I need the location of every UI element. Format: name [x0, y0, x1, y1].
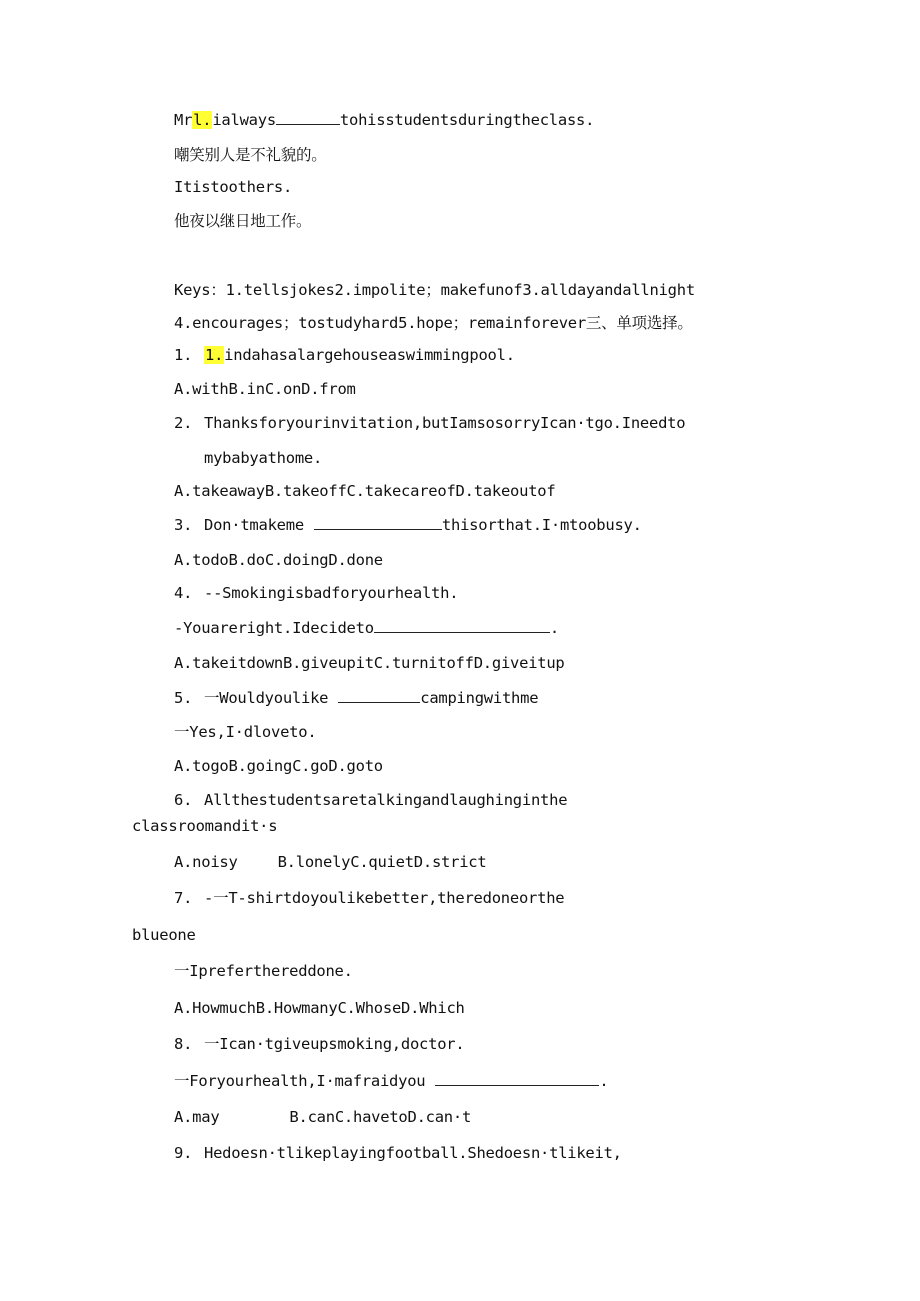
chinese-sentence-1: 嘲笑别人是不礼貌的。 — [174, 146, 327, 164]
highlighted-text: 1. — [205, 346, 224, 364]
options-rest: B.lonelyC.quietD.strict — [277, 853, 487, 871]
question-text: --Smokingisbadforyourhealth. — [204, 584, 459, 602]
question-9 — [174, 1141, 622, 1165]
question-text: Don·tmakeme — [204, 516, 304, 534]
question-text: campingwithme — [420, 689, 539, 707]
question-1-options: A.withB.inC.onD.from — [174, 380, 356, 398]
question-text: . — [549, 619, 559, 637]
chinese-sentence-2: 他夜以继日地工作。 — [174, 212, 312, 230]
answer-blank — [435, 1071, 599, 1086]
question-4-reply — [174, 616, 559, 640]
question-6 — [174, 788, 567, 812]
option-a: A.noisy — [174, 853, 238, 871]
question-text: Thanksforyourinvitation,butIamsosorryIcan·tgo.Ineedto — [204, 414, 686, 432]
question-2-continuation: mybabyathome. — [204, 449, 323, 467]
question-5-options: A.togoB.goingC.goD.goto — [174, 757, 383, 775]
question-text: 一Wouldyoulike — [204, 689, 329, 707]
question-5 — [174, 686, 538, 710]
question-number: 8. — [174, 1035, 193, 1053]
question-number: 2. — [174, 414, 193, 432]
question-6-continuation: classroomandit·s — [132, 817, 278, 835]
question-text: 一Ican·tgiveupsmoking,doctor. — [204, 1035, 465, 1053]
answer-blank — [276, 110, 340, 125]
question-7-continuation: blueone — [132, 926, 196, 944]
question-4-options: A.takeitdownB.giveupitC.turnitoffD.giveitup — [174, 654, 565, 672]
question-number: 7. — [174, 889, 193, 907]
question-7 — [174, 886, 564, 910]
answer-keys-line-1: Keys：1.tellsjokes2.impolite；makefunof3.alldayandallnight — [174, 281, 695, 299]
question-text: thisorthat.I·mtoobusy. — [441, 516, 642, 534]
answer-blank — [338, 688, 420, 703]
question-text: Allthestudentsaretalkingandlaughinginthe — [204, 791, 568, 809]
question-7-reply: 一Ipreferthereddone. — [174, 962, 353, 980]
answer-keys-line-2: 4.encourages；tostudyhard5.hope；remainforever三、单项选择。 — [174, 314, 693, 332]
text-segment: ialways — [212, 111, 276, 129]
question-5-reply: 一Yes,I·dloveto. — [174, 723, 317, 741]
question-4 — [174, 581, 458, 605]
question-2 — [174, 411, 685, 435]
option-a: A.may — [174, 1108, 220, 1126]
options-rest: B.canC.havetoD.can·t — [289, 1108, 472, 1126]
answer-blank — [374, 618, 550, 633]
question-number: 6. — [174, 791, 193, 809]
question-number: 3. — [174, 516, 193, 534]
sentence-line-3: Itistoothers. — [174, 178, 293, 196]
text-segment: Mr — [174, 111, 193, 129]
question-number: 1. — [174, 346, 193, 364]
question-3-options: A.todoB.doC.doingD.done — [174, 551, 383, 569]
question-text: -Youareright.Idecideto — [174, 619, 374, 637]
question-8-options — [174, 1105, 471, 1129]
question-number: 5. — [174, 689, 193, 707]
question-6-options — [174, 850, 486, 874]
question-number: 4. — [174, 584, 193, 602]
question-text: indahasalargehouseaswimmingpool. — [224, 346, 515, 364]
question-1 — [174, 343, 515, 367]
sentence-line-1 — [174, 108, 594, 132]
highlighted-text: l. — [193, 111, 212, 129]
question-text: 一Foryourhealth,I·mafraidyou — [174, 1072, 426, 1090]
question-7-options: A.HowmuchB.HowmanyC.WhoseD.Which — [174, 999, 465, 1017]
question-8 — [174, 1032, 464, 1056]
answer-blank — [314, 515, 442, 530]
question-text: Hedoesn·tlikeplayingfootball.Shedoesn·tlikeit, — [204, 1144, 622, 1162]
question-2-options: A.takeawayB.takeoffC.takecareofD.takeoutof — [174, 482, 556, 500]
question-3 — [174, 513, 642, 537]
text-segment: tohisstudentsduringtheclass. — [339, 111, 595, 129]
question-text: . — [599, 1072, 609, 1090]
question-text: -一T-shirtdoyoulikebetter,theredoneorthe — [204, 889, 565, 907]
question-8-reply — [174, 1069, 608, 1093]
question-number: 9. — [174, 1144, 193, 1162]
